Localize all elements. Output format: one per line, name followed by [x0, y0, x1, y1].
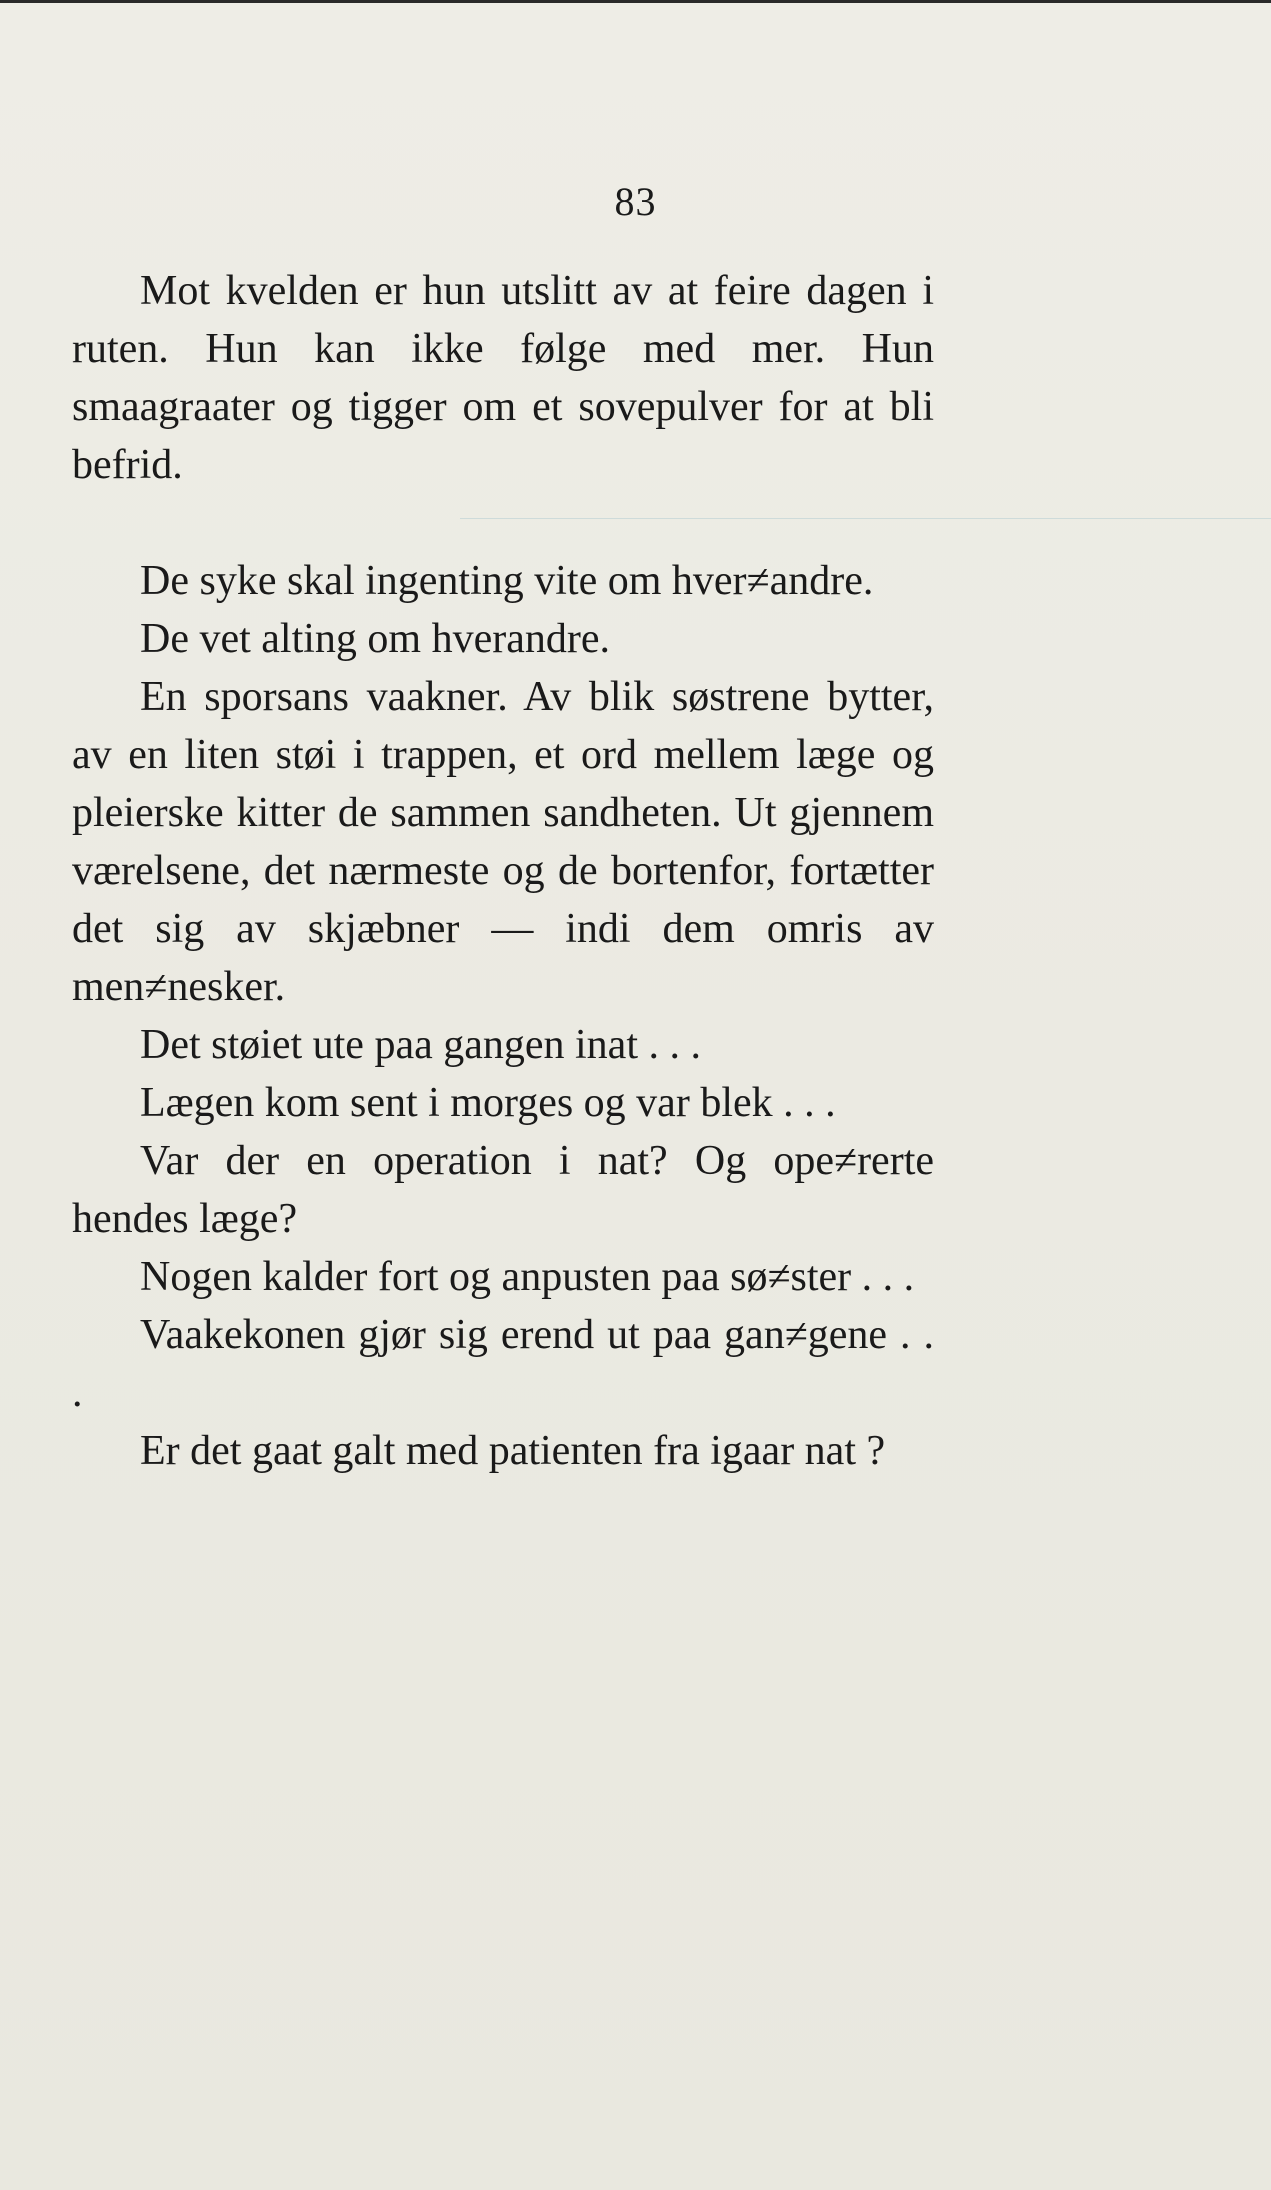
paragraph: En sporsans vaakner. Av blik søstrene bytter, av en liten støi i trappen, et ord mellem læge og pleierske kitter de sammen sandheten. Ut gjennem værelsene, det nærmeste og de bortenfor, fortætter det sig av skjæbner — indi dem omris av men≠nesker. [72, 674, 934, 1010]
paragraph: Vaakekonen gjør sig erend ut paa gan≠gene . . . [72, 1312, 934, 1416]
paragraph: Lægen kom sent i morges og var blek . . . [140, 1080, 836, 1126]
paragraph: Var der en operation i nat? Og ope≠rerte hendes læge? [72, 1138, 934, 1242]
paragraph: Nogen kalder fort og anpusten paa sø≠ster . . . [140, 1254, 915, 1300]
scan-edge [0, 0, 1271, 3]
page-number: 83 [614, 179, 657, 224]
section-break [72, 494, 934, 552]
paragraph: Det støiet ute paa gangen inat . . . [140, 1022, 701, 1068]
paragraph: De vet alting om hverandre. [140, 616, 610, 662]
paragraph: Er det gaat galt med patienten fra igaar nat ? [140, 1428, 886, 1474]
paragraph: Mot kvelden er hun utslitt av at feire dagen i ruten. Hun kan ikke følge med mer. Hun smaagraater og tigger om et sovepulver for at bli befrid. [72, 268, 934, 488]
paragraph: De syke skal ingenting vite om hver≠andre. [140, 558, 874, 604]
body-text [72, 262, 934, 1480]
